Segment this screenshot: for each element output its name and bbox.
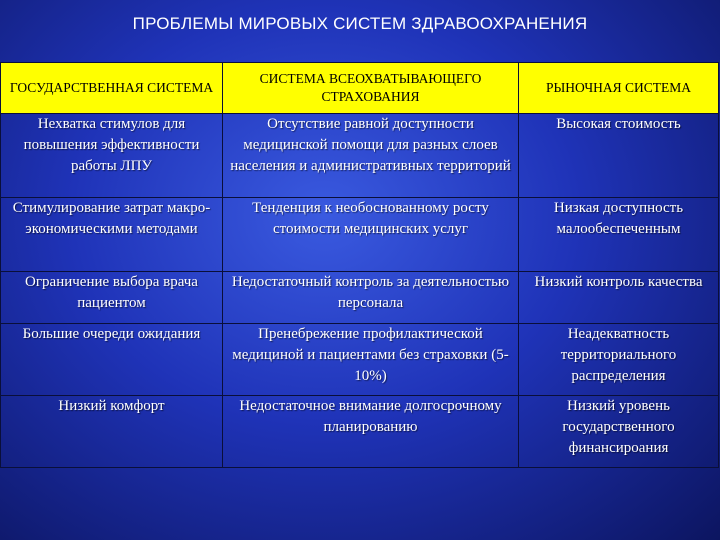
header-insurance-system: СИСТЕМА ВСЕОХВАТЫВАЮЩЕГО СТРАХОВАНИЯ bbox=[223, 63, 519, 114]
table-cell: Низкая доступность малообеспеченным bbox=[519, 198, 719, 272]
table-row bbox=[1, 396, 719, 468]
table-row bbox=[1, 198, 719, 272]
table-cell: Неадекватность территориального распределения bbox=[519, 324, 719, 396]
table-cell: Высокая стоимость bbox=[519, 114, 719, 198]
header-state-system: ГОСУДАРСТВЕННАЯ СИСТЕМА bbox=[1, 63, 223, 114]
header-row bbox=[1, 63, 719, 114]
table-cell: Отсутствие равной доступности медицинской помощи для разных слоев населения и административных территорий bbox=[223, 114, 519, 198]
table-cell: Большие очереди ожидания bbox=[1, 324, 223, 396]
table-cell: Ограничение выбора врача пациентом bbox=[1, 272, 223, 324]
table-cell: Стимулирование затрат макро-экономическими методами bbox=[1, 198, 223, 272]
table-row bbox=[1, 324, 719, 396]
table-cell: Низкий контроль качества bbox=[519, 272, 719, 324]
header-market-system: РЫНОЧНАЯ СИСТЕМА bbox=[519, 63, 719, 114]
table-cell: Низкий уровень государственного финансироания bbox=[519, 396, 719, 468]
page-title: ПРОБЛЕМЫ МИРОВЫХ СИСТЕМ ЗДРАВООХРАНЕНИЯ bbox=[132, 14, 588, 33]
table-row bbox=[1, 272, 719, 324]
table-cell: Тенденция к необоснованному росту стоимости медицинских услуг bbox=[223, 198, 519, 272]
table-cell: Нехватка стимулов для повышения эффективности работы ЛПУ bbox=[1, 114, 223, 198]
table-cell: Недостаточное внимание долгосрочному планированию bbox=[223, 396, 519, 468]
problems-table bbox=[0, 62, 719, 468]
table-row bbox=[1, 114, 719, 198]
table-cell: Пренебрежение профилактической медициной и пациентами без страховки (5-10%) bbox=[223, 324, 519, 396]
table-cell: Низкий комфорт bbox=[1, 396, 223, 468]
table-cell: Недостаточный контроль за деятельностью персонала bbox=[223, 272, 519, 324]
